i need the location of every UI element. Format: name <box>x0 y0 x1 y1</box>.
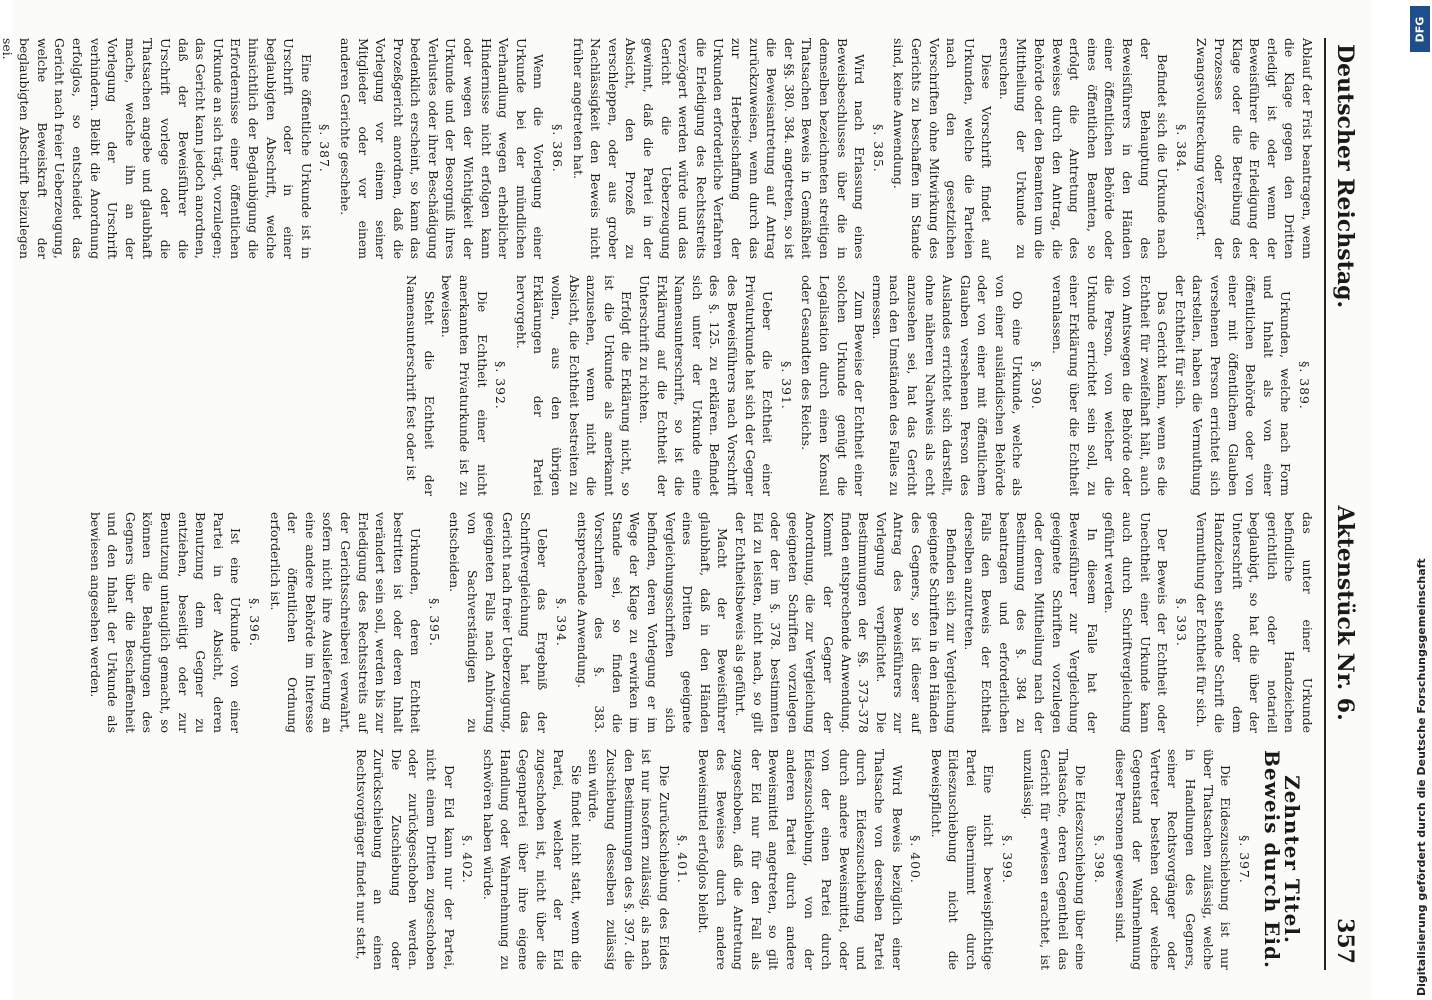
paragraph: Der Eid kann nur der Partei, nicht einem Dritten zugeschoben oder zurückgeschoben werden. Die Zuschiebung oder Zurückschiebung an einen Rechtsvorgänger findet nur statt, <box>353 749 457 970</box>
paragraph: Zum Beweise der Echtheit einer solchen Urkunde genügt die Legalisation durch einen Konsul oder Gesandten des Reichs. <box>799 275 868 496</box>
section-heading: §. 392. <box>493 361 509 410</box>
paragraph: Der Beweis der Echtheit oder Unechtheit einer Urkunde kann auch durch Schriftvergleichung geführt werden. <box>1102 512 1171 733</box>
paragraph: Ueber das Ergebniß der Schriftvergleichung hat das Gericht nach freier Ueberzeugung, geeigneten Falls nach Anhörung von Sachverständigen zu entscheiden. <box>447 512 551 733</box>
section-heading: §. 386. <box>550 124 566 173</box>
section-heading: §. 387. <box>317 124 333 173</box>
column-4 <box>0 749 1316 970</box>
paragraph: Ist eine Urkunde von einer Partei in der Absicht, deren Benutzung dem Gegner zu entziehen, beseitigt oder zur Benutzung untauglich gemacht, so können die Behauptungen des Gegners über die Beschaffenheit und den Inhalt der Urkunde als bewiesen angesehen werden. <box>87 512 244 733</box>
title-subheading: Beweis durch Eid. <box>1260 750 1285 969</box>
paragraph: Wird Beweis bezüglich einer Thatsache von derselben Partei durch Eideszuschiebung und durch andere Beweismittel, oder von der einen Partei durch Eideszuschiebung, von der anderen Partei durch andere Beweismittel angetreten, so gilt der Eid nur für den Fall als zugeschoben, daß die Antretung des Beweises durch andere Beweismittel erfolglos bleibt. <box>696 749 905 970</box>
paragraph: Urkunden, deren Echtheit bestritten ist oder deren Inhalt verändert sein soll, werden bis zur Erledigung des Rechtsstreits auf der Gerichtsschreiberei verwahrt, sofern nicht ihre Auslieferung an eine andere Behörde im Interesse der öffentlichen Ordnung erforderlich ist. <box>267 512 424 733</box>
section-heading: §. 395. <box>426 598 442 647</box>
paragraph: Sie findet nicht statt, wenn die Partei, welcher der Eid zugeschoben ist, nicht über die Gegenpartei über ihre eigene Handlung oder Wahrnehmung zu schwören haben würde. <box>480 749 584 970</box>
page-number: 357 <box>1332 918 1358 964</box>
paragraph: Die Eideszuschiebung ist nur über Thatsachen zulässig, welche in Handlungen des Gegners, seiner Rechtsvorgänger oder Vertreter bestehen oder welche Gegenstand der Wahrnehmung dieser Personen gewesen sind. <box>1112 749 1234 970</box>
paragraph: Eine nicht beweispflichtige Partei übernimmt durch Eideszuschiebung nicht die Beweispflicht. <box>928 749 997 970</box>
section-heading: §. 390. <box>1029 361 1045 410</box>
section-heading: §. 385. <box>870 124 886 173</box>
section-heading: §. 400. <box>908 835 924 884</box>
paragraph: In diesem Falle hat der Beweisführer zur Vergleichung geeignete Schriften vorzulegen oder deren Mittheilung nach der Bestimmung des §. 384 zu beantragen und erforderlichen Falls den Beweis der Echtheit derselben anzutreten. <box>961 512 1100 733</box>
column-3 <box>0 512 1316 733</box>
section-heading: §. 401. <box>675 835 691 884</box>
paragraph: Urkunden, welche nach Form und Inhalt als von einer öffentlichen Behörde oder von einer mit öffentlichem Glauben versehenen Person errichtet sich darstellen, haben die Vermuthung der Echtheit für sich. <box>1172 275 1294 496</box>
section-heading: §. 384. <box>1173 124 1189 173</box>
paragraph: Macht der Beweisführer glaubhaft, daß in den Händen eines Dritten geeignete Vergleichungsschriften sich befinden, deren Vorlegung er im Wege der Klage zu erwirken im Stande sei, so finden die Vorschriften des §. 383. entsprechende Anwendung. <box>574 512 731 733</box>
paragraph: Ablauf der Frist beantragen, wenn die Klage gegen den Dritten erledigt ist oder wenn der Beweisführer die Erledigung der Klage oder die Betreibung des Prozesses oder der Zwangsvollstreckung verzögert. <box>1194 38 1315 259</box>
header-center: Aktenstück Nr. 6. <box>1332 505 1358 721</box>
section-heading: §. 396. <box>246 598 262 647</box>
paragraph: Die Eideszuschiebung über eine Thatsache, deren Gegentheil das Gericht für erwiesen erachtet, ist unzulässig. <box>1020 749 1089 970</box>
column-1 <box>0 38 1316 259</box>
paragraph: Das Gericht kann, wenn es die Echtheit für zweifelhaft hält, auch von Amtswegen die Behörde oder die Person, von welcher die Urkunde errichtet sein soll, zu einer Erklärung über die Echtheit veranlassen. <box>1049 275 1171 496</box>
digitization-credit: Digitalisierung gefördert durch die Deutsche Forschungsgemeinschaft <box>1415 558 1428 996</box>
section-heading: §. 393. <box>1173 598 1189 647</box>
header-left: Deutscher Reichstag. <box>1332 44 1358 309</box>
paragraph: Steht die Echtheit der Namensunterschrift fest oder ist <box>404 275 437 496</box>
section-heading: §. 389. <box>1297 361 1312 410</box>
section-heading: §. 402. <box>460 835 476 884</box>
section-heading: §. 398. <box>1092 835 1108 884</box>
section-heading: §. 397. <box>1236 835 1252 884</box>
paragraph: Ueber die Echtheit einer Privaturkunde hat sich der Gegner des Beweisführers nach Vorschrift des §. 125. zu erklären. Befindet sich unter der Urkunde eine Namensunterschrift, so ist die Erklärung auf die Echtheit der Unterschrift zu richten. <box>637 275 776 496</box>
paragraph: das unter einer Urkunde befindliche Handzeichen gerichtlich oder notariell beglaubigt, so hat die über der Unterschrift oder dem Handzeichen stehende Schrift die Vermuthung der Echtheit für sich. <box>1194 512 1315 733</box>
paragraph: Befindet sich die Urkunde nach der Behauptung des Beweisführers in den Händen einer öffentlichen Behörde oder eines öffentlichen Beamten, so erfolgt die Antretung des Beweises durch den Antrag, die Behörde oder den Beamten um die Mittheilung der Urkunde zu ersuchen. <box>996 38 1171 259</box>
paragraph: Erfolgt die Erklärung nicht, so ist die Urkunde als anerkannt anzusehen, wenn nicht die Absicht, die Echtheit bestreiten zu wollen, aus den übrigen Erklärungen der Partei hervorgeht. <box>513 275 635 496</box>
dfg-logo: DFG <box>1410 6 1430 52</box>
text-columns <box>0 38 1316 970</box>
section-heading: §. 399. <box>1000 835 1016 884</box>
column-2 <box>0 275 1316 496</box>
section-heading: §. 394. <box>554 598 570 647</box>
paragraph: Die Zurückschiebung des Eides ist nur insofern zulässig, als nach den Bestimmungen des §. 397. die Zuschiebung desselben zulässig sein würde. <box>586 749 672 970</box>
paragraph: Diese Vorschrift findet auf Urkunden, welche die Parteien nach den gesetzlichen Vorschriften ohne Mitwirkung des Gerichts zu beschaffen im Stande sind, keine Anwendung. <box>891 38 995 259</box>
paragraph: Wird nach Erlassung eines Beweisbeschlusses über die in demselben bezeichneten streitigen Thatsachen Beweis in Gemäßheit der §§. 380. 384. angetreten, so ist die Beweisantretung auf Antrag zurückzuweisen, wenn durch das zur Herbeischaffung der Urkunden erforderliche Verfahren die Erledigung des Rechtsstreits verzögert werden würde und das Gericht die Ueberzeugung gewinnt, daß die Partei in der Absicht, den Prozeß zu verschleppen, oder aus grober Nachlässigkeit den Beweis nicht früher angetreten hat. <box>570 38 868 259</box>
paragraph: Befinden sich zur Vergleichung geeignete Schriften in den Händen des Gegners, so ist dieser auf Antrag des Beweisführers zur Vorlegung verpflichtet. Die Bestimmungen der §§. 373–378 finden entsprechende Anwendung. Kommt der Gegner der Anordnung, die zur Vergleichung geeigneten Schriften vorzulegen oder der im §. 378. bestimmten Eid zu leisten, nicht nach, so gilt der Echtheitsbeweis als geführt. <box>733 512 960 733</box>
paragraph: Ob eine Urkunde, welche als von einer ausländischen Behörde oder von einer mit öffentlichem Glauben versehenen Person des Auslandes errichtet sich darstellt, ohne näheren Nachweis als echt anzusehen sei, hat das Gericht nach den Umständen des Falles zu ermessen. <box>869 275 1026 496</box>
paragraph: Die Echtheit einer nicht anerkannten Privaturkunde ist zu beweisen. <box>439 275 490 496</box>
title-heading: Zehnter Titel. <box>1280 775 1304 944</box>
paragraph: Eine öffentliche Urkunde ist in Urschrift oder in einer beglaubigten Abschrift, welche hinsichtlich der Beglaubigung die Erfordernisse einer öffentlichen Urkunde an sich trägt, vorzulegen; das Gericht kann jedoch anordnen, daß der Beweisführer die Urschrift vorlege oder die Thatsachen angebe und glaubhaft mache, welche ihn an der Vorlegung der Urschrift verhindern. Bleibt die Anordnung erfolglos, so entscheidet das Gericht nach freier Ueberzeugung, welche Beweiskraft der beglaubigten Abschrift beizulegen sei. <box>0 38 314 259</box>
paragraph: Wenn die Vorlegung einer Urkunde bei der mündlichen Verhandlung wegen erheblicher Hindernisse nicht erfolgen kann oder wegen der Wichtigkeit der Urkunde und der Besorgniß ihres Verlustes oder ihrer Beschädigung bedenklich erscheint, so kann das Prozeßgericht anordnen, daß die Vorlegung vor einem seiner Mitglieder oder vor einem anderen Gerichte geschehe. <box>337 38 547 259</box>
page-header <box>1324 38 1358 970</box>
section-heading: §. 391. <box>778 361 794 410</box>
